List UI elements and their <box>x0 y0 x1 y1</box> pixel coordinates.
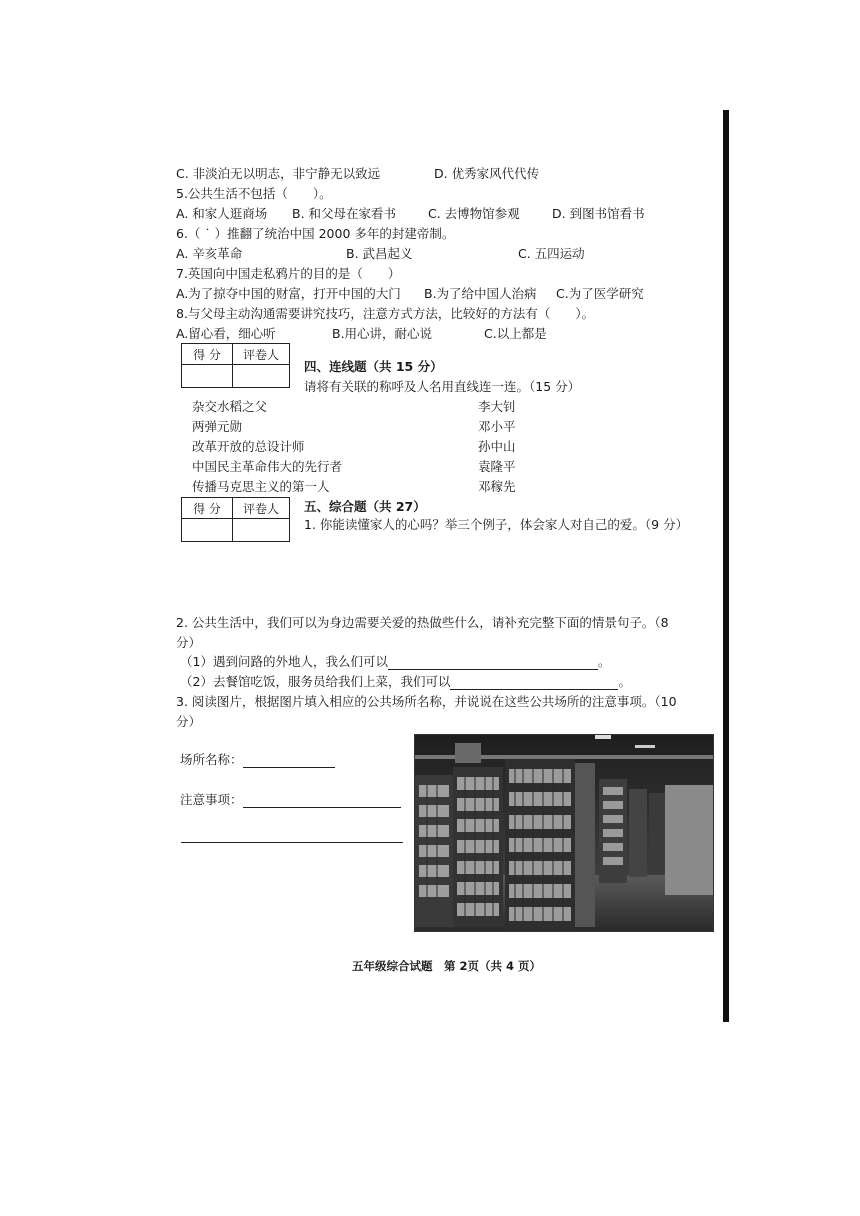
score-cell[interactable] <box>182 519 233 542</box>
place-name-row <box>180 752 335 768</box>
q6-stem: 6.（ ˙ ）推翻了统治中国 2000 多年的封建帝制。 <box>176 226 455 241</box>
q5-option-a: A. 和家人逛商场 <box>176 206 268 221</box>
q2-sentence-1-period: 。 <box>597 654 611 669</box>
page-footer: 五年级综合试题 第 2页（共 4 页） <box>352 959 542 973</box>
match-right-item: 孙中山 <box>478 439 516 454</box>
match-left-item: 两弹元勋 <box>192 419 243 434</box>
q6-option-b: B. 武昌起义 <box>346 246 413 261</box>
grader-cell[interactable] <box>233 365 290 388</box>
q4-option-c: C. 非淡泊无以明志，非宁静无以致远 <box>176 166 381 181</box>
notes-blank-1[interactable] <box>243 793 401 808</box>
notes-blank-2[interactable] <box>181 842 403 843</box>
q5-stem: 5.公共生活不包括（ ）。 <box>176 186 332 201</box>
q2-sentence-1-text: （1）遇到问路的外地人，我么们可以 <box>180 654 388 669</box>
match-right-item: 邓小平 <box>478 419 516 434</box>
q2-sentence-1 <box>180 654 610 670</box>
q5-option-b: B. 和父母在家看书 <box>292 206 397 221</box>
q8-stem: 8.与父母主动沟通需要讲究技巧，注意方式方法，比较好的方法有（ ）。 <box>176 306 595 321</box>
notes-label: 注意事项： <box>180 792 243 807</box>
q2-sentence-2-period: 。 <box>618 674 631 689</box>
q2-answer-blank-1[interactable] <box>388 655 598 670</box>
score-label: 得 分 <box>182 498 233 519</box>
notes-row <box>180 792 401 808</box>
match-left-item: 杂交水稻之父 <box>192 399 268 414</box>
q8-option-c: C.以上都是 <box>484 326 547 341</box>
q5-option-d: D. 到图书馆看书 <box>552 206 645 221</box>
section5-q2-line2: 分） <box>176 635 202 650</box>
q7-stem: 7.英国向中国走私鸦片的目的是（ ） <box>176 266 401 281</box>
score-box-section4 <box>181 343 290 388</box>
q7-option-a: A.为了掠夺中国的财富，打开中国的大门 <box>176 286 401 301</box>
library-photo <box>414 734 714 932</box>
score-cell[interactable] <box>182 365 233 388</box>
q8-option-b: B.用心讲，耐心说 <box>332 326 433 341</box>
library-bookshelves-image <box>415 735 713 931</box>
match-left-item: 中国民主革命伟大的先行者 <box>192 459 343 474</box>
grader-label: 评卷人 <box>233 498 290 519</box>
score-label: 得 分 <box>182 344 233 365</box>
match-right-item: 邓稼先 <box>478 479 516 494</box>
q6-option-c: C. 五四运动 <box>518 246 585 261</box>
q6-option-a: A. 辛亥革命 <box>176 246 243 261</box>
section5-q3-line2: 分） <box>176 714 202 729</box>
scan-border-bar <box>723 110 729 1022</box>
match-left-item: 传播马克思主义的第一人 <box>192 479 330 494</box>
q2-answer-blank-2[interactable] <box>450 675 618 690</box>
q2-sentence-2-text: （2）去餐馆吃饭，服务员给我们上菜，我们可以 <box>180 674 451 689</box>
place-name-label: 场所名称： <box>180 752 243 767</box>
match-left-item: 改革开放的总设计师 <box>192 439 305 454</box>
section5-q2-line1: 2. 公共生活中，我们可以为身边需要关爱的热做些什么，请补充完整下面的情景句子。（8 <box>176 615 669 630</box>
section4-title: 四、连线题（共 15 分） <box>304 359 443 374</box>
place-name-blank[interactable] <box>243 753 335 768</box>
grader-label: 评卷人 <box>233 344 290 365</box>
section5-title: 五、综合题（共 27） <box>304 499 426 514</box>
q4-option-d: D. 优秀家风代代传 <box>434 166 540 181</box>
q2-sentence-2 <box>180 674 631 690</box>
q5-option-c: C. 去博物馆参观 <box>428 206 520 221</box>
q7-option-b: B.为了给中国人治病 <box>424 286 537 301</box>
q8-option-a: A.留心看，细心听 <box>176 326 276 341</box>
section4-instruction: 请将有关联的称呼及人名用直线连一连。（15 分） <box>304 379 581 394</box>
section5-q1: 1. 你能读懂家人的心吗？举三个例子，体会家人对自己的爱。（9 分） <box>304 517 689 532</box>
grader-cell[interactable] <box>233 519 290 542</box>
match-right-item: 李大钊 <box>478 399 516 414</box>
q7-option-c: C.为了医学研究 <box>556 286 644 301</box>
section5-q3-line1: 3. 阅读图片，根据图片填入相应的公共场所名称，并说说在这些公共场所的注意事项。（10 <box>176 694 677 709</box>
score-box-section5 <box>181 497 290 542</box>
match-right-item: 袁隆平 <box>478 459 516 474</box>
